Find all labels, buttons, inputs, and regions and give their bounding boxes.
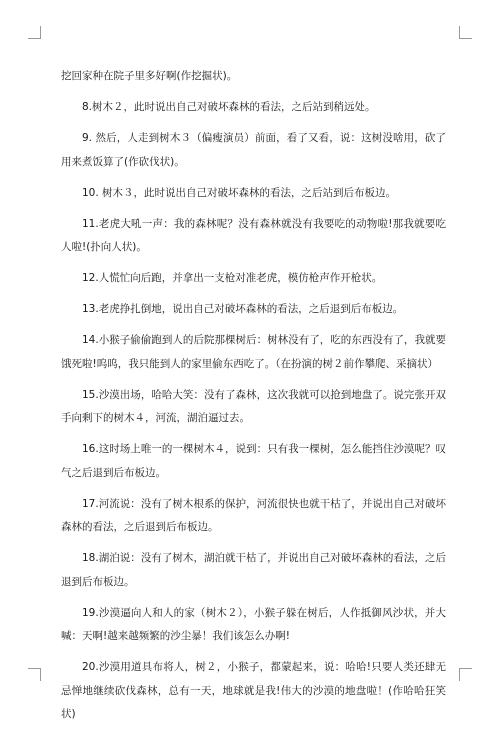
crop-mark-bottom-left: [28, 668, 41, 681]
paragraph-step-16: 16.这时场上唯一的一棵树木４，说到：只有我一棵树，怎么能挡住沙漠呢？叹气之后退到后布板边。: [61, 443, 446, 479]
paragraph-step-17: 17.河流说：没有了树木根系的保护，河流很快也就干枯了，并说出自己对破坏森林的看法，之后退到后布板边。: [61, 497, 446, 533]
paragraph-step-10: 10. 树木３，此时说出自己对破坏森林的看法，之后站到后布板边。: [82, 186, 397, 199]
paragraph-step-19: 19.沙漠逼向人和人的家（树木２），小猴子躲在树后，人作抵御风沙状，并大喊：天啊!越来越频繁的沙尘暴！我们该怎么办啊!: [61, 606, 446, 642]
paragraph-continuation: 挖回家种在院子里多好啊(作挖掘状)。: [61, 70, 238, 82]
paragraph-step-11: 11.老虎大吼一声：我的森林呢？没有森林就没有我要吃的动物啦!那我就要吃人啦!(扑向人状)。: [61, 217, 446, 253]
paragraph-step-15: 15.沙漠出场，哈哈大笑：没有了森林，这次我就可以抢到地盘了。说完张开双手向剩下的树木４，河流，湖泊逼过去。: [61, 388, 446, 424]
crop-mark-top-left: [28, 26, 41, 39]
paragraph-step-20: 20.沙漠用道具布将人，树２，小猴子，都蒙起来，说：哈哈!只要人类还肆无忌惮地继续砍伐森林，总有一天，地球就是我!伟大的沙漠的地盘啦！(作哈哈狂笑状): [61, 661, 446, 720]
paragraph-step-8: 8.树木２，此时说出自己对破坏森林的看法，之后站到稍远处。: [82, 101, 376, 113]
crop-mark-top-right: [459, 26, 472, 39]
paragraph-step-9: 9. 然后，人走到树木３（偏瘦演员）前面，看了又看，说：这树没啥用，砍了用来煮饭算了(作砍伐状)。: [61, 132, 446, 168]
paragraph-step-13: 13.老虎挣扎倒地，说出自己对破坏森林的看法，之后退到后布板边。: [82, 303, 404, 315]
document-body: [61, 65, 446, 734]
crop-mark-bottom-right: [459, 668, 472, 681]
paragraph-step-12: 12.人慌忙向后跑，并拿出一支枪对准老虎，模仿枪声作开枪状。: [82, 272, 383, 284]
paragraph-step-14: 14.小猴子偷偷跑到人的后院那棵树后：树林没有了，吃的东西没有了，我就要饿死啦!呜呜，我只能到人的家里偷东西吃了。（在扮演的树２前作攀爬、采摘状）: [61, 334, 446, 370]
paragraph-step-18: 18.湖泊说：没有了树木，湖泊就干枯了，并说出自己对破坏森林的看法，之后退到后布板边。: [61, 552, 446, 588]
